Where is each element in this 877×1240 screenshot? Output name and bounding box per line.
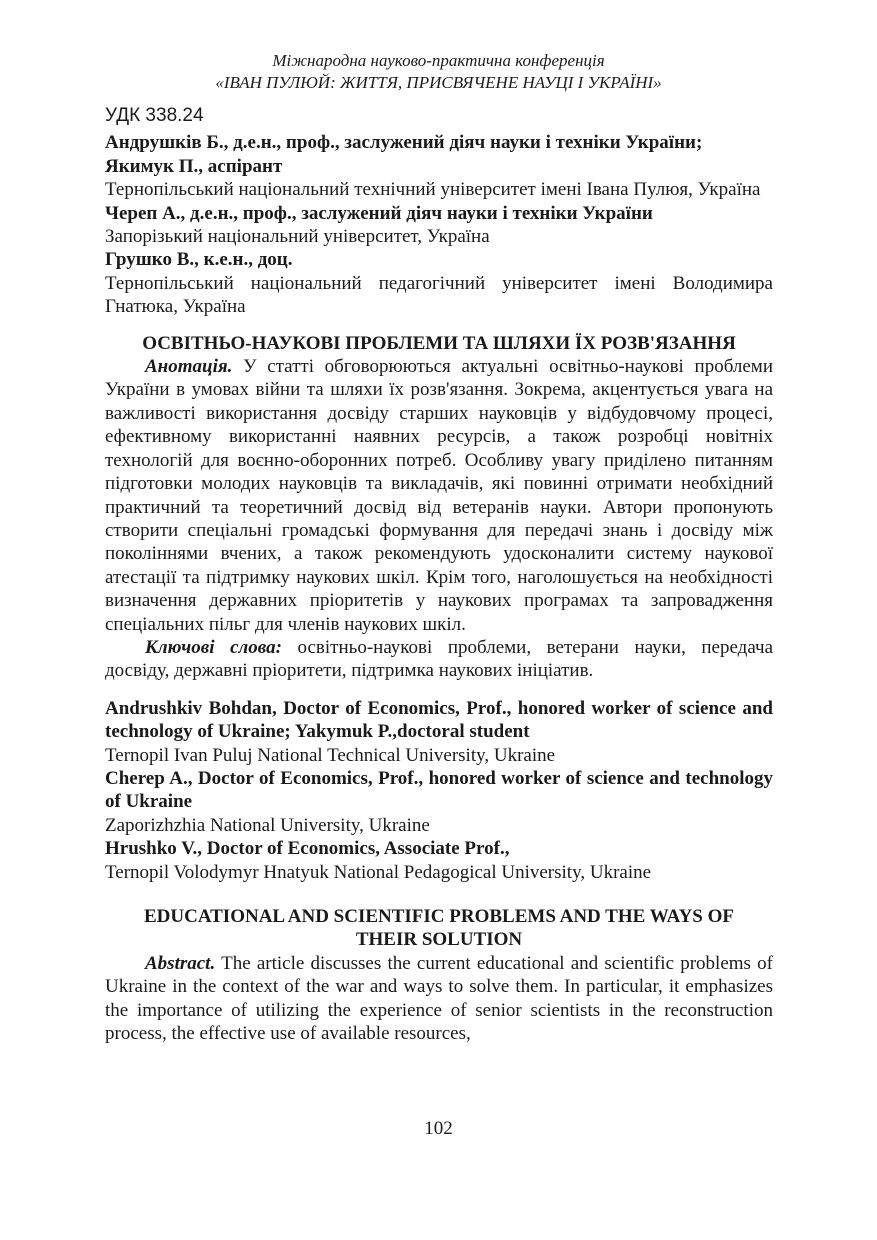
en-article-title-line-2: THEIR SOLUTION: [355, 929, 523, 951]
en-author-3: Hrushko V., Doctor of Economics, Associate Prof.,: [105, 838, 510, 860]
uk-affiliation-2: Запорізький національний університет, Україна: [105, 226, 490, 248]
en-abstract: [105, 952, 773, 1046]
uk-keywords-label: Ключові слова:: [145, 636, 282, 658]
uk-keywords-text: освітньо-наукові проблеми, ветерани науки, передача досвіду, державні пріоритети, підтримка наукових ініціатив.: [105, 636, 774, 682]
uk-abstract-text: У статті обговорюються актуальні освітньо-наукові проблеми України в умовах війни та шляхи їх розв'язання. Зокрема, акцентується увага на важливості використання досвіду старших науковців у відбудовчому процесі, ефективному використанні наявних ресурсів, а також розробці новітніх технологій для воєнно-оборонних потреб. Особливу увагу приділено питанням підготовки молодих науковців та викладачів, які повинні отримати необхідний практичний та теоретичний досвід від ветеранів науки. Автори пропонують створити спеціальні громадські формування для передачі знань і досвіду між поколіннями вчених, а також рекомендують удосконалити систему наукової атестації та підтримку наукових шкіл. Крім того, наголошується на необхідності визначення державних пріоритетів у наукових програмах та запровадження спеціальних пільг для членів наукових шкіл.: [105, 356, 773, 635]
en-affiliation-3: Ternopil Volodymyr Hnatyuk National Pedagogical University, Ukraine: [105, 861, 652, 883]
en-abstract-label: Abstract.: [145, 952, 216, 974]
conference-header: [0, 50, 877, 94]
uk-keywords: [105, 636, 773, 683]
en-article-title: [105, 905, 773, 952]
uk-abstract: [105, 355, 773, 636]
en-affiliation-2: Zaporizhzhia National University, Ukraine: [105, 814, 430, 836]
conference-header-line-2: «ІВАН ПУЛЮЙ: ЖИТТЯ, ПРИСВЯЧЕНЕ НАУЦІ І УКРАЇНІ»: [215, 73, 662, 92]
uk-abstract-label: Анотація.: [145, 356, 233, 378]
en-article-title-line-1: EDUCATIONAL AND SCIENTIFIC PROBLEMS AND THE WAYS OF: [143, 906, 734, 927]
uk-author-1: Андрушків Б., д.е.н., проф., заслужений діяч науки і техніки України;: [105, 132, 703, 154]
en-author-2: Cherep A., Doctor of Economics, Prof., honored worker of science and technology of Ukraine: [105, 767, 773, 813]
uk-affiliation-1: Тернопільський національний технічний університет імені Івана Пулюя, Україна: [105, 179, 761, 201]
uk-article-title: ОСВІТНЬО-НАУКОВІ ПРОБЛЕМИ ТА ШЛЯХИ ЇХ РОЗВ'ЯЗАННЯ: [142, 332, 736, 354]
uk-author-2: Якимук П., аспірант: [105, 155, 283, 177]
en-author-1: Andrushkiv Bohdan, Doctor of Economics, Prof., honored worker of science and technology of Ukraine; Yakymuk P.,doctoral student: [105, 697, 773, 743]
uk-author-3: Череп А., д.е.н., проф., заслужений діяч науки і техніки України: [105, 202, 653, 224]
page-number: 102: [424, 1118, 453, 1139]
uk-author-4: Грушко В., к.е.н., доц.: [105, 249, 293, 271]
uk-affiliation-3: Тернопільський національний педагогічний університет імені Володимира Гнатюка, Україна: [105, 272, 773, 318]
udk-code: УДК 338.24: [105, 105, 204, 126]
en-affiliation-1: Ternopil Ivan Puluj National Technical University, Ukraine: [105, 744, 556, 766]
en-abstract-text: The article discusses the current educational and scientific problems of Ukraine in the context of the war and ways to solve them. In particular, it emphasizes the importance of utilizing the experience of senior scientists in the reconstruction process, the effective use of available resources,: [105, 952, 773, 1045]
conference-header-line-1: Міжнародна науково-практична конференція: [272, 51, 605, 70]
article-body: [105, 104, 773, 1045]
